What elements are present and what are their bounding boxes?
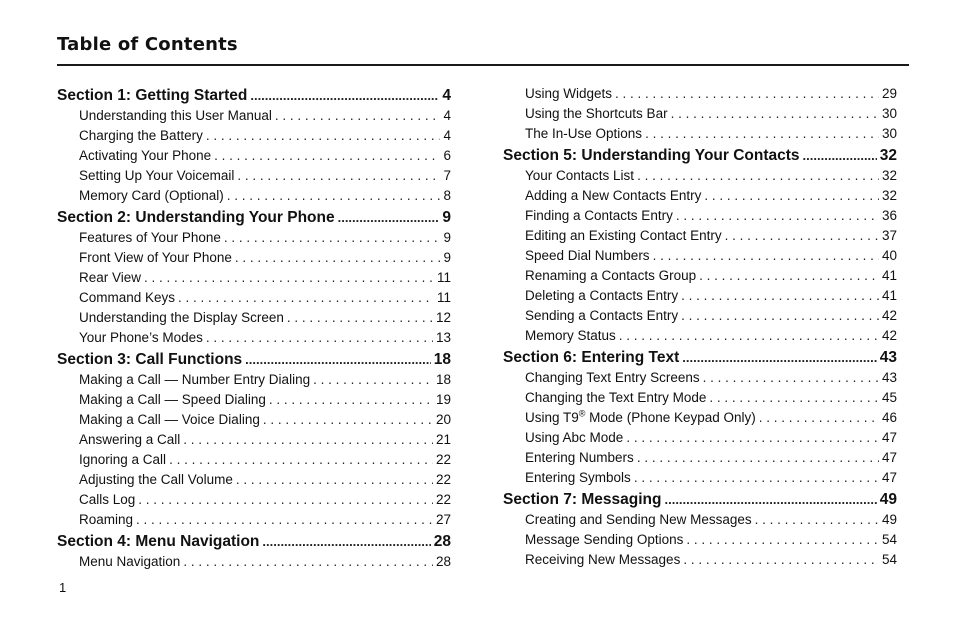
dot-leader	[803, 148, 877, 163]
toc-page-number: 18	[435, 372, 451, 387]
toc-entry[interactable]	[503, 188, 897, 208]
toc-page-number: 6	[443, 148, 451, 163]
toc-page-number: 27	[435, 512, 451, 527]
page-title: Table of Contents	[57, 34, 238, 55]
toc-page-number: 28	[433, 533, 451, 550]
dot-leader	[634, 470, 879, 485]
toc-label: Receiving New Messages	[525, 552, 681, 567]
dot-leader	[235, 250, 441, 265]
dot-leader	[224, 230, 441, 245]
toc-page-number: 32	[881, 168, 897, 183]
toc-label: Entering Numbers	[525, 450, 634, 465]
toc-page-number: 4	[442, 87, 451, 104]
dot-leader	[699, 268, 879, 283]
toc-page-number: 47	[881, 430, 897, 445]
toc-section-heading[interactable]	[57, 209, 451, 230]
toc-entry[interactable]	[503, 168, 897, 188]
dot-leader	[653, 248, 879, 263]
toc-page-number: 30	[881, 106, 897, 121]
toc-label: Speed Dial Numbers	[525, 248, 650, 263]
toc-page-number: 41	[881, 268, 897, 283]
dot-leader	[338, 210, 440, 225]
dot-leader	[664, 492, 876, 507]
toc-entry[interactable]	[503, 532, 897, 552]
dot-leader	[671, 106, 879, 121]
toc-page-number: 41	[881, 288, 897, 303]
toc-label: Understanding the Display Screen	[79, 310, 284, 325]
toc-label: Rear View	[79, 270, 142, 285]
dot-leader	[709, 390, 879, 405]
toc-entry[interactable]	[503, 370, 897, 390]
dot-leader	[237, 168, 440, 183]
toc-entry[interactable]	[57, 330, 451, 350]
toc-entry[interactable]	[503, 328, 897, 348]
toc-page-number: 32	[881, 188, 897, 203]
page-number: 1	[59, 580, 67, 595]
toc-label: Section 7: Messaging	[503, 491, 662, 508]
toc-entry[interactable]	[503, 470, 897, 490]
toc-entry[interactable]	[57, 168, 451, 188]
toc-page-number: 4	[443, 128, 451, 143]
toc-page-number: 11	[436, 270, 451, 285]
toc-entry[interactable]	[57, 250, 451, 270]
toc-section-heading[interactable]	[57, 351, 451, 372]
dot-leader	[645, 126, 879, 141]
toc-page-number: 47	[881, 470, 897, 485]
toc-label: Deleting a Contacts Entry	[525, 288, 679, 303]
dot-leader	[144, 270, 434, 285]
toc-page-number: 8	[443, 188, 451, 203]
toc-entry[interactable]	[57, 310, 451, 330]
dot-leader	[275, 108, 441, 123]
toc-entry[interactable]	[503, 430, 897, 450]
dot-leader	[250, 88, 439, 103]
dot-leader	[682, 350, 876, 365]
toc-page-number: 46	[881, 410, 897, 425]
toc-label: Features of Your Phone	[79, 230, 221, 245]
toc-label: Section 4: Menu Navigation	[57, 533, 260, 550]
toc-page-number: 47	[881, 450, 897, 465]
dot-leader	[725, 228, 879, 243]
toc-label: Your Phone’s Modes	[79, 330, 203, 345]
toc-page-number: 37	[881, 228, 897, 243]
toc-left-column	[57, 86, 451, 574]
toc-page-number: 30	[881, 126, 897, 141]
toc-page-number: 49	[881, 512, 897, 527]
dot-leader	[262, 534, 430, 549]
dot-leader	[615, 86, 879, 101]
toc-label: Using Abc Mode	[525, 430, 624, 445]
dot-leader	[683, 552, 879, 567]
toc-label: Calls Log	[79, 492, 136, 507]
toc-label: Answering a Call	[79, 432, 181, 447]
toc-entry[interactable]	[503, 208, 897, 228]
toc-page-number: 22	[435, 492, 451, 507]
toc-section-heading[interactable]	[503, 349, 897, 370]
toc-entry[interactable]	[57, 452, 451, 472]
dot-leader	[313, 372, 433, 387]
toc-page-number: 9	[443, 250, 451, 265]
toc-label: Adjusting the Call Volume	[79, 472, 233, 487]
toc-page-number: 54	[881, 532, 897, 547]
dot-leader	[169, 452, 433, 467]
toc-section-heading[interactable]	[503, 147, 897, 168]
toc-entry[interactable]	[57, 290, 451, 310]
toc-page-number: 42	[881, 328, 897, 343]
toc-page-number: 49	[879, 491, 897, 508]
toc-page-number: 22	[435, 452, 451, 467]
toc-entry[interactable]	[57, 270, 451, 290]
toc-right-column	[503, 86, 897, 572]
dot-leader	[287, 310, 433, 325]
toc-entry[interactable]	[57, 472, 451, 492]
toc-page-number: 43	[881, 370, 897, 385]
toc-label: Using the Shortcuts Bar	[525, 106, 668, 121]
toc-entry[interactable]	[503, 86, 897, 106]
toc-label: Making a Call — Number Entry Dialing	[79, 372, 311, 387]
toc-label: Ignoring a Call	[79, 452, 167, 467]
toc-entry[interactable]	[57, 108, 451, 128]
toc-page-number: 40	[881, 248, 897, 263]
toc-page-number: 4	[443, 108, 451, 123]
dot-leader	[245, 352, 431, 367]
toc-page-number: 20	[435, 412, 451, 427]
registered-mark: ®	[578, 410, 586, 419]
toc-page-number: 29	[881, 86, 897, 101]
toc-page-number: 36	[881, 208, 897, 223]
dot-leader	[136, 512, 433, 527]
dot-leader	[206, 128, 441, 143]
toc-label: Changing Text Entry Screens	[525, 370, 700, 385]
dot-leader	[681, 308, 879, 323]
toc-section-heading[interactable]	[57, 87, 451, 108]
dot-leader	[676, 208, 879, 223]
dot-leader	[626, 430, 879, 445]
toc-page-number: 54	[881, 552, 897, 567]
toc-label: Setting Up Your Voicemail	[79, 168, 235, 183]
toc-page-number: 19	[435, 392, 451, 407]
toc-label: Finding a Contacts Entry	[525, 208, 673, 223]
toc-label: Making a Call — Speed Dialing	[79, 392, 266, 407]
toc-entry[interactable]	[57, 128, 451, 148]
toc-entry[interactable]	[503, 390, 897, 410]
dot-leader	[214, 148, 440, 163]
dot-leader	[619, 328, 879, 343]
toc-label: Charging the Battery	[79, 128, 203, 143]
toc-label: Changing the Text Entry Mode	[525, 390, 707, 405]
dot-leader	[637, 450, 879, 465]
toc-page-number: 22	[435, 472, 451, 487]
toc-label: Making a Call — Voice Dialing	[79, 412, 260, 427]
toc-entry[interactable]	[503, 106, 897, 126]
toc-section-heading[interactable]	[57, 533, 451, 554]
dot-leader	[637, 168, 879, 183]
toc-label: Creating and Sending New Messages	[525, 512, 752, 527]
dot-leader	[269, 392, 433, 407]
toc-page-number: 7	[443, 168, 451, 183]
toc-label: Section 2: Understanding Your Phone	[57, 209, 335, 226]
toc-page-number: 42	[881, 308, 897, 323]
toc-label: Understanding this User Manual	[79, 108, 272, 123]
dot-leader	[227, 188, 441, 203]
dot-leader	[703, 370, 879, 385]
toc-label: Section 5: Understanding Your Contacts	[503, 147, 800, 164]
toc-entry[interactable]	[503, 512, 897, 532]
toc-label: Memory Status	[525, 328, 616, 343]
toc-label: Renaming a Contacts Group	[525, 268, 697, 283]
dot-leader	[704, 188, 879, 203]
toc-entry[interactable]	[57, 512, 451, 532]
toc-label: Section 6: Entering Text	[503, 349, 680, 366]
toc-entry[interactable]	[503, 552, 897, 572]
dot-leader	[759, 410, 879, 425]
toc-label: Adding a New Contacts Entry	[525, 188, 702, 203]
toc-label: Message Sending Options	[525, 532, 684, 547]
toc-entry[interactable]	[503, 450, 897, 470]
toc-label: Your Contacts List	[525, 168, 635, 183]
dot-leader	[183, 554, 433, 569]
toc-page-number: 28	[435, 554, 451, 569]
toc-entry[interactable]	[57, 554, 451, 574]
dot-leader	[236, 472, 433, 487]
toc-label: Editing an Existing Contact Entry	[525, 228, 722, 243]
toc-page-number: 32	[879, 147, 897, 164]
toc-entry[interactable]	[503, 308, 897, 328]
toc-entry[interactable]	[57, 392, 451, 412]
toc-page-number: 45	[881, 390, 897, 405]
toc-label-rest: Mode (Phone Keypad Only)	[585, 410, 756, 425]
toc-entry[interactable]	[503, 410, 897, 430]
toc-label: Roaming	[79, 512, 134, 527]
toc-label: Entering Symbols	[525, 470, 631, 485]
toc-page-number: 12	[435, 310, 451, 325]
dot-leader	[183, 432, 433, 447]
toc-entry[interactable]	[57, 148, 451, 168]
toc-page-number: 43	[879, 349, 897, 366]
dot-leader	[263, 412, 433, 427]
toc-page-number: 11	[436, 290, 451, 305]
toc-page-number: 18	[433, 351, 451, 368]
dot-leader	[755, 512, 879, 527]
toc-page-number: 9	[442, 209, 451, 226]
dot-leader	[178, 290, 434, 305]
toc-entry[interactable]	[503, 288, 897, 308]
toc-entry[interactable]	[503, 268, 897, 288]
toc-label: Menu Navigation	[79, 554, 181, 569]
dot-leader	[206, 330, 433, 345]
dot-leader	[681, 288, 879, 303]
toc-entry[interactable]	[57, 372, 451, 392]
toc-page-number: 9	[443, 230, 451, 245]
toc-entry[interactable]	[503, 228, 897, 248]
title-divider	[57, 64, 909, 66]
toc-label: The In-Use Options	[525, 126, 643, 141]
toc-entry[interactable]	[503, 248, 897, 268]
toc-label: Section 1: Getting Started	[57, 87, 248, 104]
toc-label: Command Keys	[79, 290, 176, 305]
toc-label: Front View of Your Phone	[79, 250, 232, 265]
dot-leader	[138, 492, 433, 507]
toc-section-heading[interactable]	[503, 491, 897, 512]
toc-label: Using T9® Mode (Phone Keypad Only)	[525, 410, 756, 425]
toc-entry[interactable]	[57, 492, 451, 512]
toc-page-number: 13	[435, 330, 451, 345]
toc-entry[interactable]	[57, 230, 451, 250]
dot-leader	[686, 532, 879, 547]
toc-label: Sending a Contacts Entry	[525, 308, 679, 323]
toc-label: Activating Your Phone	[79, 148, 212, 163]
toc-label: Memory Card (Optional)	[79, 188, 224, 203]
toc-entry[interactable]	[57, 412, 451, 432]
toc-entry[interactable]	[503, 126, 897, 146]
toc-label: Section 3: Call Functions	[57, 351, 243, 368]
toc-entry[interactable]	[57, 188, 451, 208]
toc-page-number: 21	[435, 432, 451, 447]
toc-label: Using Widgets	[525, 86, 613, 101]
toc-entry[interactable]	[57, 432, 451, 452]
